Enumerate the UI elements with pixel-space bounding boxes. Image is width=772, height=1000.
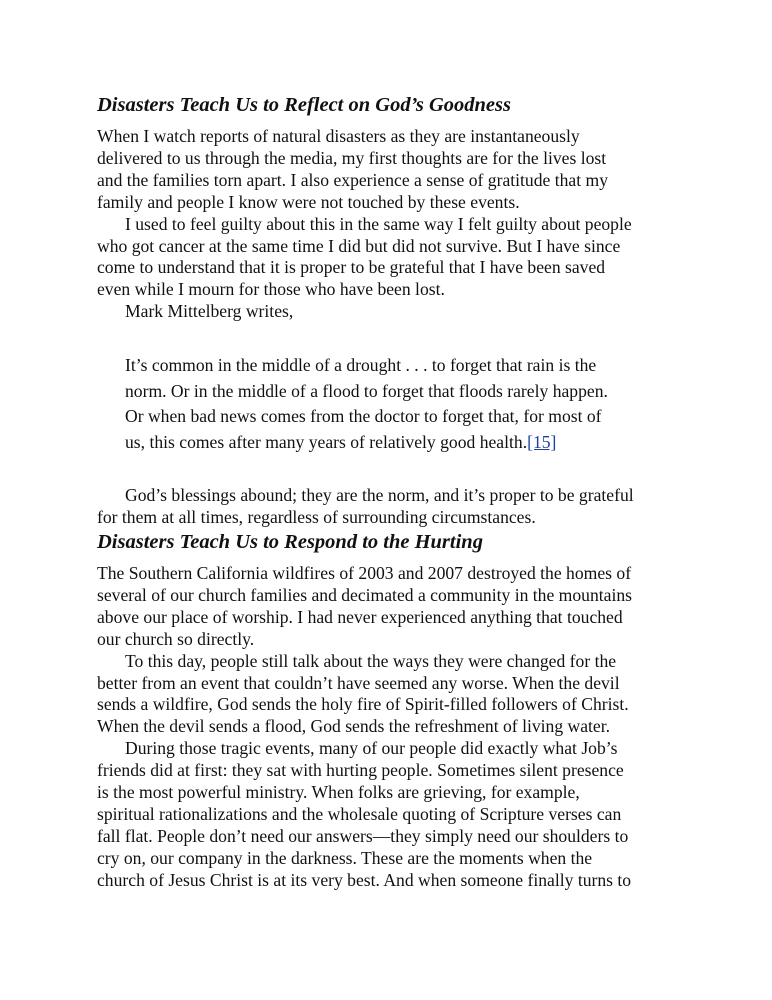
section-heading-hurting: Disasters Teach Us to Respond to the Hurting: [97, 530, 483, 553]
section-heading-goodness: Disasters Teach Us to Reflect on God’s Goodness: [97, 94, 511, 116]
text-line: our church so directly.: [97, 628, 255, 649]
text-line: even while I mourn for those who have been lost.: [97, 279, 445, 300]
text-line: and the families torn apart. I also experience a sense of gratitude that my: [97, 169, 609, 190]
paragraph-media-reports: [97, 126, 677, 214]
text-line: for them at all times, regardless of surrounding circumstances.: [97, 507, 536, 528]
paragraph-presence: [97, 738, 677, 891]
text-line: church of Jesus Christ is at its very best. And when someone finally turns to: [97, 869, 632, 890]
paragraph-wildfires: [97, 563, 677, 651]
quote-line: norm. Or in the middle of a flood to forget that floods rarely happen.: [125, 380, 608, 401]
text-line: Mark Mittelberg writes,: [125, 301, 294, 322]
text-line: When the devil sends a flood, God sends the refreshment of living water.: [97, 716, 611, 737]
text-line: family and people I know were not touched by these events.: [97, 191, 520, 212]
text-line: above our place of worship. I had never experienced anything that touched: [97, 606, 623, 627]
text-line: The Southern California wildfires of 2003 and 2007 destroyed the homes of: [97, 562, 632, 583]
text-line: When I watch reports of natural disasters as they are instantaneously: [97, 126, 580, 146]
paragraph-attribution: [97, 301, 677, 323]
footnote-link[interactable]: [15]: [527, 431, 557, 452]
block-quote: [125, 353, 677, 455]
text-line: cry on, our company in the darkness. These are the moments when the: [97, 847, 593, 868]
paragraph-blessings: [97, 485, 677, 529]
quote-line-text: us, this comes after many years of relatively good health.: [125, 431, 528, 452]
text-line: fall flat. People don’t need our answers—they simply need our shoulders to: [97, 825, 629, 846]
quote-line: Or when bad news comes from the doctor to forget that, for most of: [125, 406, 602, 427]
text-line: is the most powerful ministry. When folks are grieving, for example,: [97, 782, 580, 803]
document-page: [97, 92, 677, 892]
text-line: To this day, people still talk about the ways they were changed for the: [125, 650, 617, 671]
text-line: I used to feel guilty about this in the same way I felt guilty about people: [125, 213, 632, 234]
text-line: spiritual rationalizations and the wholesale quoting of Scripture verses can: [97, 803, 622, 824]
text-line: who got cancer at the same time I did but did not survive. But I have since: [97, 235, 621, 256]
text-line: come to understand that it is proper to be grateful that I have been saved: [97, 257, 606, 278]
paragraph-changed: [97, 651, 677, 739]
quote-line: It’s common in the middle of a drought . . . to forget that rain is the: [125, 355, 597, 376]
text-line: sends a wildfire, God sends the holy fire of Spirit-filled followers of Christ.: [97, 694, 629, 715]
text-line: delivered to us through the media, my first thoughts are for the lives lost: [97, 147, 607, 168]
text-line: friends did at first: they sat with hurting people. Sometimes silent presence: [97, 760, 624, 781]
text-line: God’s blessings abound; they are the norm, and it’s proper to be grateful: [125, 485, 634, 506]
paragraph-guilt: [97, 214, 677, 302]
text-line: better from an event that couldn’t have seemed any worse. When the devil: [97, 672, 620, 693]
quote-line-with-footnote: [125, 430, 677, 456]
text-line: During those tragic events, many of our people did exactly what Job’s: [125, 738, 618, 759]
text-line: several of our church families and decimated a community in the mountains: [97, 584, 632, 605]
